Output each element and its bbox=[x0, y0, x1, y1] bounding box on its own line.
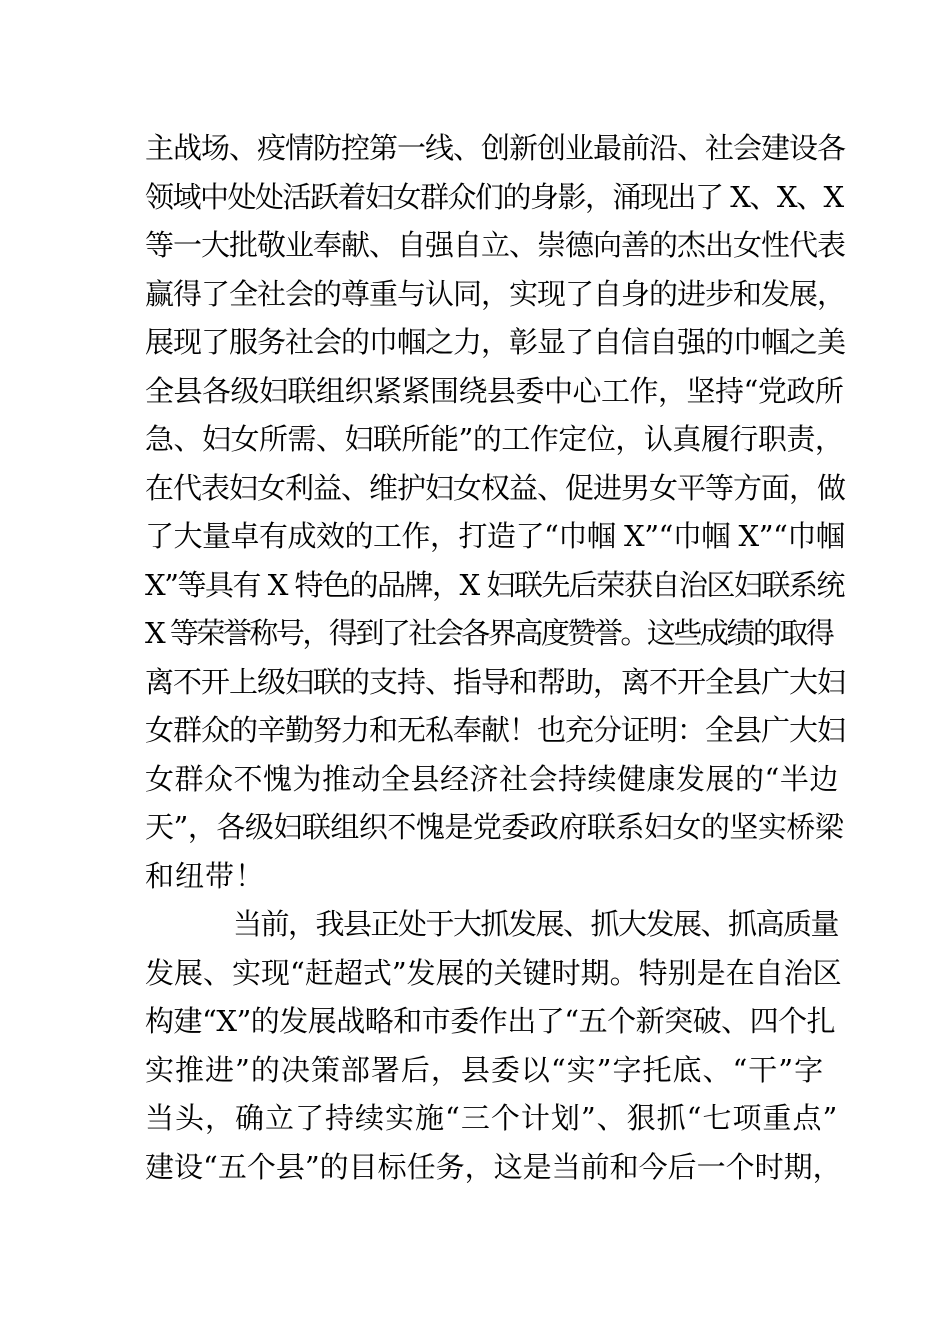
text-line: 发展、实现“赶超式”发展的关键时期。特别是在自治区 bbox=[145, 955, 842, 990]
text-line: 和纽带！ bbox=[145, 858, 266, 893]
text-line: X”等具有 X 特色的品牌，X 妇联先后荣获自治区妇联系统 bbox=[145, 567, 844, 602]
text-line: 天”，各级妇联组织不愧是党委政府联系妇女的坚实桥梁 bbox=[145, 810, 844, 844]
text-line: 急、妇女所需、妇联所能”的工作定位，认真履行职责， bbox=[145, 422, 844, 456]
text-line: X 等荣誉称号，得到了社会各界高度赞誉。这些成绩的取得 bbox=[145, 616, 833, 650]
text-line: 构建“X”的发展战略和市委作出了“五个新突破、四个扎 bbox=[145, 1004, 836, 1038]
text-line: 赢得了全社会的尊重与认同，实现了自身的进步和发展， bbox=[145, 276, 846, 311]
text-line: 领域中处处活跃着妇女群众们的身影，涌现出了 X、X、X bbox=[145, 179, 843, 214]
text-line: 女群众的辛勤努力和无私奉献！也充分证明：全县广大妇 bbox=[145, 713, 846, 747]
text-line: 实推进”的决策部署后，县委以“实”字托底、“干”字 bbox=[145, 1052, 825, 1087]
text-line: 全县各级妇联组织紧紧围绕县委中心工作，坚持“党政所 bbox=[145, 373, 844, 408]
text-line: 离不开上级妇联的支持、指导和帮助，离不开全县广大妇 bbox=[145, 664, 846, 699]
text-line: 展现了服务社会的巾帼之力，彰显了自信自强的巾帼之美 bbox=[145, 325, 846, 359]
text-line: 等一大批敬业奉献、自强自立、崇德向善的杰出女性代表 bbox=[145, 228, 846, 262]
text-line: 了大量卓有成效的工作，打造了“巾帼 X”“巾帼 X”“巾帼 bbox=[145, 519, 845, 553]
paragraph-first-line: 当前，我县正处于大抓发展、抓大发展、抓高质量 bbox=[233, 907, 839, 941]
text-line: 主战场、疫情防控第一线、创新创业最前沿、社会建设各 bbox=[145, 131, 846, 165]
text-line: 建设“五个县”的目标任务，这是当前和今后一个时期， bbox=[145, 1149, 842, 1184]
text-line: 当头，确立了持续实施“三个计划”、狠抓“七项重点” bbox=[145, 1101, 839, 1135]
text-line: 女群众不愧为推动全县经济社会持续健康发展的“半边 bbox=[145, 761, 839, 796]
text-line: 在代表妇女利益、维护妇女权益、促进男女平等方面，做 bbox=[145, 470, 846, 505]
